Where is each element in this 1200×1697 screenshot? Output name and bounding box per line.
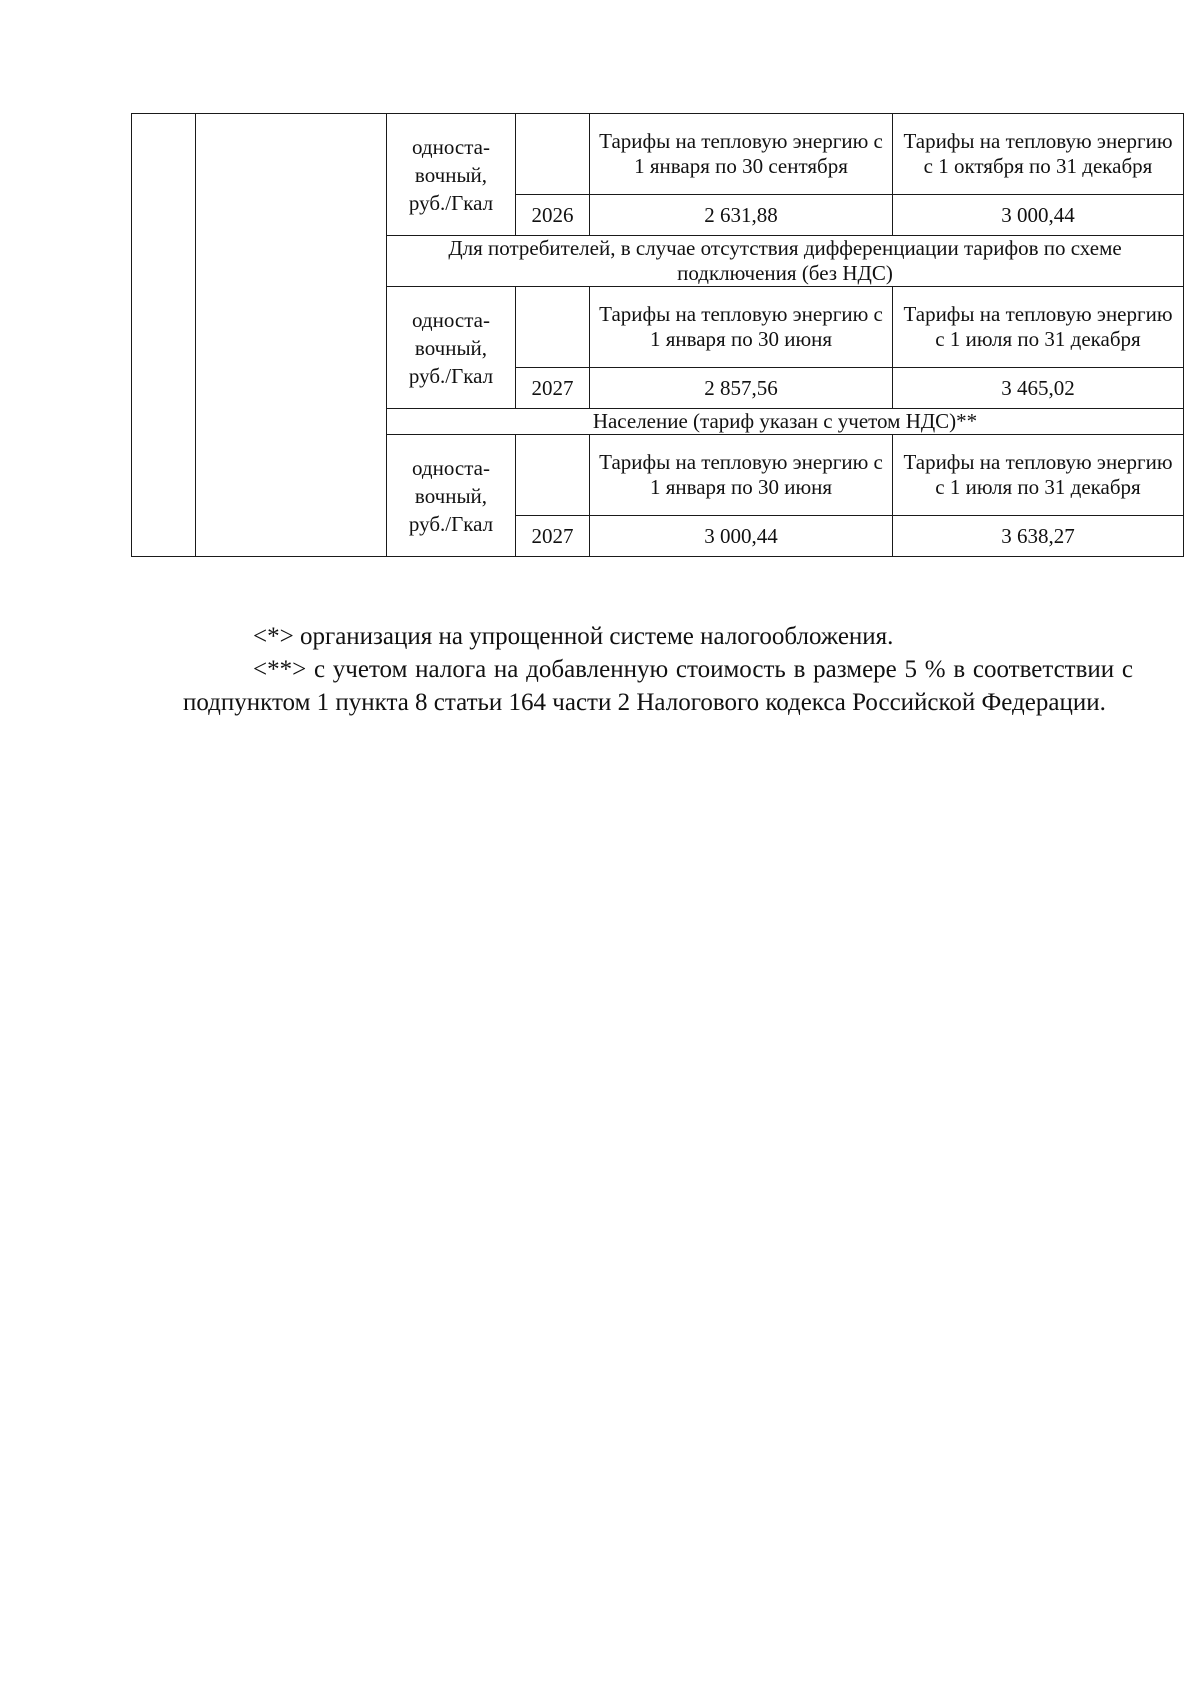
unit-label: односта- вочный, руб./Гкал bbox=[387, 435, 516, 557]
footnotes bbox=[183, 620, 1133, 719]
unit-label: односта- вочный, руб./Гкал bbox=[387, 287, 516, 409]
empty-year-header-cell bbox=[516, 114, 590, 195]
tariff-value: 3 638,27 bbox=[893, 516, 1184, 557]
empty-year-header-cell bbox=[516, 287, 590, 368]
empty-organization-cell bbox=[196, 114, 387, 557]
year-cell: 2026 bbox=[516, 195, 590, 236]
tariff-table bbox=[131, 113, 1184, 557]
period-header: Тарифы на тепловую энергию с 1 октября по 31 декабря bbox=[893, 114, 1184, 195]
year-cell: 2027 bbox=[516, 516, 590, 557]
tariff-value: 3 000,44 bbox=[590, 516, 893, 557]
unit-label: односта- вочный, руб./Гкал bbox=[387, 114, 516, 236]
period-header: Тарифы на тепловую энергию с 1 января по 30 июня bbox=[590, 287, 893, 368]
tariff-value: 3 465,02 bbox=[893, 368, 1184, 409]
section-title: Население (тариф указан с учетом НДС)** bbox=[387, 409, 1184, 435]
period-header: Тарифы на тепловую энергию с 1 июля по 31 декабря bbox=[893, 435, 1184, 516]
period-header: Тарифы на тепловую энергию с 1 января по 30 июня bbox=[590, 435, 893, 516]
footnote-simplified-tax: <*> организация на упрощенной системе налогообложения. bbox=[253, 623, 894, 650]
empty-number-cell bbox=[132, 114, 196, 557]
empty-year-header-cell bbox=[516, 435, 590, 516]
section-title: Для потребителей, в случае отсутствия дифференциации тарифов по схеме подключения (без НДС) bbox=[387, 236, 1184, 287]
tariff-value: 2 857,56 bbox=[590, 368, 893, 409]
period-header: Тарифы на тепловую энергию с 1 июля по 31 декабря bbox=[893, 287, 1184, 368]
table-row bbox=[132, 114, 1184, 195]
footnote-vat: <**> с учетом налога на добавленную стоимость в размере 5 % в соответствии с подпунктом 1 пункта 8 статьи 164 части 2 Налогового кодекса Российской Федерации. bbox=[183, 656, 1133, 716]
tariff-value: 3 000,44 bbox=[893, 195, 1184, 236]
year-cell: 2027 bbox=[516, 368, 590, 409]
period-header: Тарифы на тепловую энергию с 1 января по 30 сентября bbox=[590, 114, 893, 195]
tariff-value: 2 631,88 bbox=[590, 195, 893, 236]
